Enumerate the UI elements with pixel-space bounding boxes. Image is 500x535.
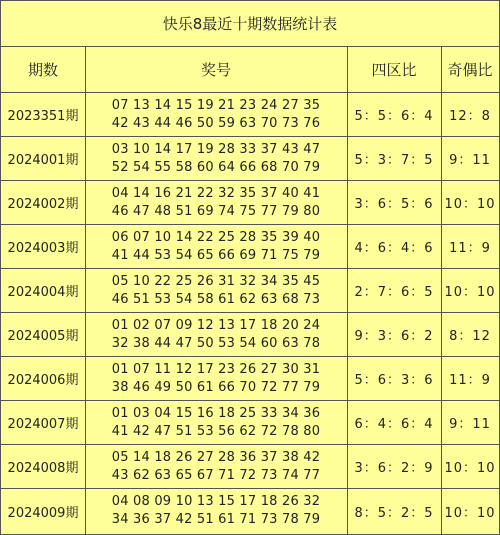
row-numbers: [85, 313, 347, 357]
row-period: [1, 269, 85, 313]
odd-even-value: 10：10: [444, 461, 496, 476]
odd-even-value: 9：11: [449, 153, 491, 168]
period-label: 2024009期: [7, 505, 79, 521]
row-numbers: [85, 93, 347, 137]
row-numbers: [85, 225, 347, 269]
row-zone-ratio: [347, 313, 441, 357]
row-zone-ratio: [347, 93, 441, 137]
period-label: 2024002期: [7, 197, 79, 212]
row-period: [1, 357, 85, 401]
period-label: 2024006期: [7, 373, 79, 388]
numbers-line-2: 43 62 63 65 67 71 72 73 74 77: [111, 467, 321, 483]
row-numbers: [85, 357, 347, 401]
row-period: [1, 489, 85, 533]
row-odd-even: [441, 313, 499, 357]
odd-even-value: 10：10: [444, 197, 496, 212]
row-period: [1, 313, 85, 357]
period-label: 2024008期: [7, 461, 79, 476]
row-odd-even: [441, 93, 499, 137]
numbers-line-1: 01 02 07 09 12 13 17 18 20 24: [111, 317, 321, 333]
numbers-line-1: 03 10 14 17 19 28 33 37 43 47: [111, 141, 321, 157]
numbers-line-2: 34 36 37 42 51 61 71 73 78 79: [111, 512, 321, 527]
zone-ratio-value: 2：7：6：5: [354, 285, 434, 300]
header-numbers: 奖号: [85, 47, 347, 93]
numbers-line-1: 05 14 18 26 27 28 36 37 38 42: [111, 449, 321, 465]
row-period: [1, 93, 85, 137]
odd-even-value: 10：10: [444, 285, 496, 300]
zone-ratio-value: 5：6：3：6: [354, 373, 434, 388]
column-divider: [85, 47, 86, 534]
odd-even-value: 8：12: [449, 329, 491, 344]
numbers-line-1: 01 03 04 15 16 18 25 33 34 36: [111, 405, 321, 421]
row-period: [1, 401, 85, 445]
numbers-line-1: 06 07 10 14 22 25 28 35 39 40: [111, 229, 321, 245]
zone-ratio-value: 5：5：6：4: [354, 109, 434, 124]
row-zone-ratio: [347, 445, 441, 489]
numbers-line-2: 38 46 49 50 61 66 70 72 77 79: [111, 379, 321, 395]
row-period: [1, 181, 85, 225]
row-zone-ratio: [347, 357, 441, 401]
period-label: 2024001期: [7, 153, 79, 168]
numbers-line-2: 32 38 44 47 50 53 54 60 63 78: [111, 335, 321, 351]
zone-ratio-value: 6：4：6：4: [354, 417, 434, 432]
odd-even-value: 11：9: [449, 241, 491, 256]
row-numbers: [85, 269, 347, 313]
row-zone-ratio: [347, 181, 441, 225]
numbers-line-2: 46 51 53 54 58 61 62 63 68 73: [111, 291, 321, 307]
period-label: 2024004期: [7, 285, 79, 300]
numbers-line-1: 05 10 22 25 26 31 32 34 35 45: [111, 273, 321, 289]
row-numbers: [85, 489, 347, 533]
row-odd-even: [441, 445, 499, 489]
header-ratio: 四区比: [347, 47, 441, 93]
odd-even-value: 10：10: [444, 505, 496, 521]
row-zone-ratio: [347, 225, 441, 269]
zone-ratio-value: 5：3：7：5: [354, 153, 434, 168]
zone-ratio-value: 4：6：4：6: [354, 241, 434, 256]
table-title: 快乐8最近十期数据统计表: [1, 1, 499, 47]
odd-even-value: 11：9: [449, 373, 491, 388]
row-odd-even: [441, 357, 499, 401]
numbers-line-1: 04 14 16 21 22 32 35 37 40 41: [111, 185, 321, 201]
row-odd-even: [441, 269, 499, 313]
row-numbers: [85, 401, 347, 445]
numbers-line-2: 41 42 47 51 53 56 62 72 78 80: [111, 423, 321, 439]
column-divider: [441, 47, 442, 534]
row-odd-even: [441, 401, 499, 445]
row-period: [1, 445, 85, 489]
odd-even-value: 12：8: [449, 109, 491, 124]
row-zone-ratio: [347, 137, 441, 181]
row-period: [1, 137, 85, 181]
row-zone-ratio: [347, 269, 441, 313]
column-divider: [347, 47, 348, 534]
period-label: 2023351期: [7, 109, 79, 124]
row-zone-ratio: [347, 401, 441, 445]
row-odd-even: [441, 225, 499, 269]
period-label: 2024007期: [7, 417, 79, 432]
numbers-line-2: 41 44 53 54 65 66 69 71 75 79: [111, 247, 321, 263]
header-period: 期数: [1, 47, 85, 93]
row-odd-even: [441, 137, 499, 181]
numbers-line-1: 04 08 09 10 13 15 17 18 26 32: [111, 494, 321, 509]
period-label: 2024005期: [7, 329, 79, 344]
header-odd-even: 奇偶比: [441, 47, 499, 93]
row-numbers: [85, 445, 347, 489]
numbers-line-2: 42 43 44 46 50 59 63 70 73 76: [111, 115, 321, 131]
row-period: [1, 225, 85, 269]
odd-even-value: 9：11: [449, 417, 491, 432]
row-numbers: [85, 181, 347, 225]
zone-ratio-value: 3：6：2：9: [354, 461, 434, 476]
zone-ratio-value: 9：3：6：2: [354, 329, 434, 344]
numbers-line-1: 07 13 14 15 19 21 23 24 27 35: [111, 97, 321, 113]
row-numbers: [85, 137, 347, 181]
row-zone-ratio: [347, 489, 441, 533]
numbers-line-1: 01 07 11 12 17 23 26 27 30 31: [111, 361, 321, 377]
numbers-line-2: 52 54 55 58 60 64 66 68 70 79: [111, 159, 321, 175]
numbers-line-2: 46 47 48 51 69 74 75 77 79 80: [111, 203, 321, 219]
period-label: 2024003期: [7, 241, 79, 256]
row-odd-even: [441, 181, 499, 225]
zone-ratio-value: 8：5：2：5: [354, 505, 434, 521]
row-odd-even: [441, 489, 499, 533]
zone-ratio-value: 3：6：5：6: [354, 197, 434, 212]
